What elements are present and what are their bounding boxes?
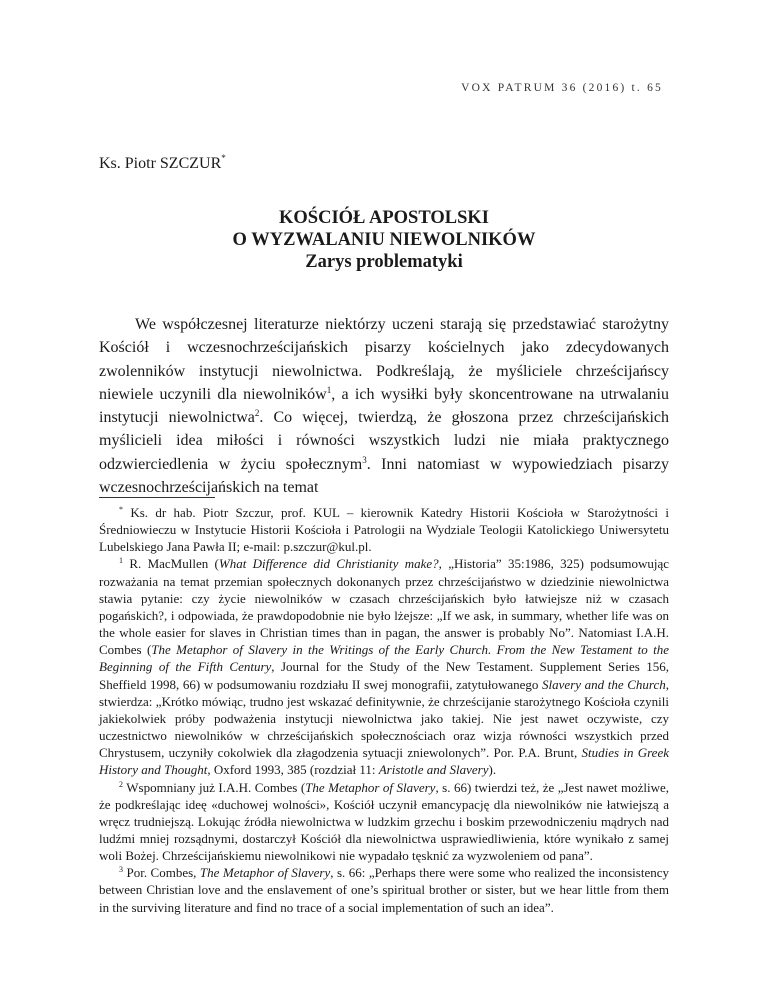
footnote-text: , s. 66: „Perhaps there were some who realized the inconsistency between Christian love and the enslavement of one’s spiritual brother or sister, but we hear little from them in the surviving literature and find no trace of a social implementation of such an idea”. (99, 865, 669, 915)
footnote-text: , „Historia” 35:1986, 325) podsumowując rozważania na temat przemian społecznych dokonanych przez chrześcijaństwo w dziedzinie niewolnictwa stawia pytanie: czy życie niewolników w czasach chrześcijańskich było łatwiejsze niż w czasach pogańskich?, i odpowiada, że prawdopodobnie nie było lżejsze: „If we ask, in summary, whether life was on the whole easier for slaves in Christian times than in pagan, the answer is probably No”. Natomiast I.A.H. Combes ( (99, 556, 669, 658)
footnote-text: , stwierdza: „Krótko mówiąc, trudno jest wskazać definitywnie, że chrześcijanie starożytnego Kościoła czynili jakiekolwiek próby podważenia instytucji niewolnictwa jako takiej. Nie jest nawet oczywiste, czy uczestnictwo niewolników w chrześcijańskich społecznościach oraz wizja równości wszystkich przed Chrystusem, uczyniły cokolwiek dla złagodzenia sytuacji zniewolonych”. Por. P.A. Brunt, (99, 676, 669, 761)
footnote-2 (99, 779, 669, 865)
footnote-text: , Oxford 1993, 385 (rozdział 11: (207, 762, 379, 778)
author-footnote-mark[interactable]: * (221, 153, 226, 163)
footnote-mark: 3 (119, 865, 123, 875)
footnote-3 (99, 864, 669, 915)
author-name: Ks. Piotr SZCZUR (99, 155, 222, 172)
article-title (99, 207, 669, 273)
footnote-author (99, 504, 669, 555)
author-line (99, 153, 226, 173)
footnote-ref-3[interactable]: 3 (362, 454, 367, 465)
title-subtitle: Zarys problematyki (305, 252, 463, 272)
cited-title: Studies in Greek History and Thought (99, 745, 669, 778)
body-text-segment: We współczesnej literaturze niektórzy uczeni starają się przedstawiać starożytny Kościół i wczesnochrześcijańskich pisarzy kościelnych jako zdecydowanych zwolenników instytucji niewolnictwa. Podkreślają, że myśliciele chrześcijańscy niewiele uczynili dla niewolników (99, 316, 669, 403)
footnote-text: Ks. dr hab. Piotr Szczur, prof. KUL – kierownik Katedry Historii Kościoła w Starożytności i Średniowieczu w Instytucie Historii Kościoła i Patrologii na Wydziale Teologii Katolickiego Uniwersytetu Lubelskiego Jana Pawła II; e-mail: p.szczur@kul.pl. (99, 505, 669, 555)
footnote-text: Wspomniany już I.A.H. Combes ( (126, 779, 306, 795)
cited-title: What Difference did Christianity make? (218, 556, 439, 572)
body-text-segment: , a ich wysiłki były skoncentrowane na utrwalaniu instytucji niewolnictwa (99, 385, 669, 427)
footnotes (99, 504, 669, 916)
body-text-segment: . Inni natomiast w wypowiedziach pisarzy wczesnochrześcijańskich na temat (99, 455, 669, 497)
footnote-mark: 2 (119, 779, 123, 789)
footnote-text: , Journal for the Study of the New Testament. Supplement Series 156, Sheffield 1998, 66) w podsumowaniu rozdziału II swej monografii, zatytułowanego (99, 659, 669, 692)
title-line-2: O WYZWALANIU NIEWOLNIKÓW (232, 230, 536, 250)
footnote-ref-2[interactable]: 2 (254, 408, 260, 419)
cited-title: The Metaphor of Slavery in the Writings of the Early Church. From the New Testament to the Beginning of the Fifth Century (99, 642, 669, 675)
footnote-text: Por. Combes, (126, 865, 200, 881)
body-text (99, 313, 669, 499)
footnote-text: , s. 66) twierdzi też, że „Jest nawet możliwe, że podkreślając ideę «duchowej wolności», Kościół uczynił emancypację dla niewolników nie łatwiejszą a wręcz trudniejszą. Lokując źródła niewolnictwa w ludzkim grzechu i boskim przewodniczeniu mądrych nad ludźmi mniej rozsądnymi, dostarczył Kościół dla niewolnictwa usprawiedliwienia, które wynikało z samej woli Bożej. Chrześcijańskiemu niewolnikowi nie wypadało tęsknić za wyzwoleniem od pana”. (99, 779, 669, 864)
cited-title: The Metaphor of Slavery (199, 865, 331, 881)
running-header: VOX PATRUM 36 (2016) t. 65 (461, 82, 663, 94)
footnote-mark: 1 (119, 556, 123, 566)
footnote-separator (99, 497, 215, 498)
body-paragraph (99, 313, 669, 499)
footnote-1 (99, 555, 669, 778)
cited-title: The Metaphor of Slavery (305, 779, 436, 795)
cited-title: Slavery and the Church (542, 676, 666, 692)
body-text-segment: . Co więcej, twierdzą, że głoszona przez chrześcijańskich myślicieli idea miłości i równości wszystkich ludzi nie miała praktycznego odzwierciedlenia w życiu społecznym (99, 409, 670, 473)
footnote-text: ). (488, 762, 497, 778)
footnote-ref-1[interactable]: 1 (326, 384, 332, 395)
title-line-1: KOŚCIÓŁ APOSTOLSKI (279, 208, 489, 228)
footnote-mark: * (119, 505, 123, 514)
cited-title: Aristotle and Slavery (378, 762, 489, 778)
footnote-text: R. MacMullen ( (129, 556, 219, 572)
